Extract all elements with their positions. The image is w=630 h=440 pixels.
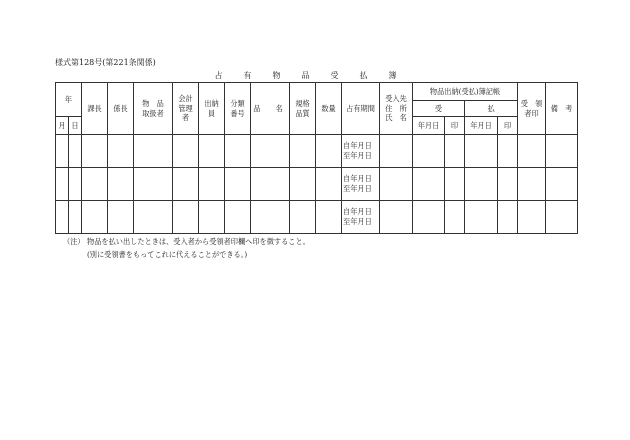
header-recipient-line3: 氏 名 (385, 113, 407, 123)
cell-receipt-date[interactable] (413, 135, 445, 168)
cell-receipt-seal[interactable] (445, 168, 465, 201)
cell-unit-chief[interactable] (108, 135, 134, 168)
form-number: 様式第128号(第221条関係) (55, 58, 156, 67)
cell-receipt-date[interactable] (413, 168, 445, 201)
cell-spec-quality[interactable] (290, 168, 316, 201)
cell-unit-chief[interactable] (108, 168, 134, 201)
cell-spec-quality[interactable] (290, 201, 316, 234)
header-year: 年 (56, 83, 82, 117)
table-row (56, 168, 578, 201)
header-recipient-seal-line2: 者印 (524, 108, 539, 118)
header-day: 日 (69, 117, 82, 135)
cell-possession-period[interactable] (342, 201, 380, 234)
period-to: 至年月日 (343, 151, 372, 160)
goods-ledger-table (55, 82, 578, 234)
cell-payment-seal[interactable] (498, 135, 518, 168)
cell-receipt-seal[interactable] (445, 135, 465, 168)
header-receipt-date: 年月日 (413, 117, 445, 135)
header-accounting-manager-line2: 管理 (178, 103, 193, 113)
header-accounting-manager (173, 83, 199, 135)
header-payment-seal: 印 (498, 117, 518, 135)
cell-section-chief[interactable] (82, 135, 108, 168)
period-to: 至年月日 (343, 184, 372, 193)
table-row (56, 135, 578, 168)
header-spec-quality-line2: 品質 (295, 108, 310, 118)
cell-possession-period[interactable] (342, 135, 380, 168)
note-label: （注） (63, 237, 85, 246)
header-payment: 払 (465, 101, 518, 117)
header-category-number-line1: 分類 (230, 98, 245, 108)
header-category-number (225, 83, 251, 135)
header-disbursement-officer-line1: 出納 (204, 98, 219, 108)
header-goods-handler-line1: 物 品 (142, 98, 164, 108)
cell-day[interactable] (69, 201, 82, 234)
cell-category-number[interactable] (225, 135, 251, 168)
note-line-2: (別に受領書をもってこれに代えることができる。) (87, 250, 248, 259)
cell-quantity[interactable] (316, 168, 342, 201)
cell-goods-handler[interactable] (134, 201, 173, 234)
cell-spec-quality[interactable] (290, 135, 316, 168)
cell-disbursement-officer[interactable] (199, 135, 225, 168)
cell-disbursement-officer[interactable] (199, 201, 225, 234)
note-text-1: 物品を払い出したときは、受入者から受領者印欄へ印を徴すること。 (87, 237, 310, 246)
period-from: 自年月日 (343, 174, 372, 184)
header-receipt-seal: 印 (445, 117, 465, 135)
cell-item-name[interactable] (251, 201, 290, 234)
header-recipient-seal-line1: 受 領 (520, 98, 543, 108)
cell-receipt-date[interactable] (413, 201, 445, 234)
header-receipt: 受 (413, 101, 465, 117)
cell-quantity[interactable] (316, 135, 342, 168)
header-section-chief: 課長 (82, 83, 108, 135)
cell-category-number[interactable] (225, 201, 251, 234)
header-unit-chief: 係長 (108, 83, 134, 135)
cell-item-name[interactable] (251, 168, 290, 201)
cell-remarks[interactable] (546, 168, 578, 201)
cell-category-number[interactable] (225, 168, 251, 201)
header-spec-quality-line1: 規格 (295, 98, 310, 108)
header-accounting-manager-line3: 者 (181, 113, 190, 123)
cell-payment-seal[interactable] (498, 168, 518, 201)
period-from: 自年月日 (343, 141, 372, 151)
period-from: 自年月日 (343, 207, 372, 217)
page-title: 占有物品受払簿 (214, 71, 418, 80)
cell-payment-date[interactable] (465, 201, 498, 234)
cell-accounting-manager[interactable] (173, 201, 199, 234)
cell-recipient-seal[interactable] (518, 135, 546, 168)
cell-payment-date[interactable] (465, 135, 498, 168)
cell-disbursement-officer[interactable] (199, 168, 225, 201)
cell-payment-date[interactable] (465, 168, 498, 201)
cell-section-chief[interactable] (82, 168, 108, 201)
header-month: 月 (56, 117, 69, 135)
cell-section-chief[interactable] (82, 201, 108, 234)
cell-recipient[interactable] (380, 168, 413, 201)
header-disbursement-officer (199, 83, 225, 135)
header-possession-period: 占有期間 (342, 83, 380, 135)
header-recipient (380, 83, 413, 135)
header-recipient-seal (518, 83, 546, 135)
cell-recipient[interactable] (380, 201, 413, 234)
header-disbursement-officer-line2: 員 (207, 108, 216, 118)
cell-month[interactable] (56, 168, 69, 201)
table-row (56, 201, 578, 234)
cell-payment-seal[interactable] (498, 201, 518, 234)
cell-receipt-seal[interactable] (445, 201, 465, 234)
header-remarks: 備 考 (546, 83, 578, 135)
cell-month[interactable] (56, 201, 69, 234)
note-line-1 (63, 235, 310, 248)
header-ledger-group: 物品出納(受払)簿記帳 (413, 83, 518, 101)
cell-remarks[interactable] (546, 201, 578, 234)
header-category-number-line2: 番号 (230, 108, 245, 118)
header-accounting-manager-line1: 会計 (178, 93, 193, 103)
header-spec-quality (290, 83, 316, 135)
cell-accounting-manager[interactable] (173, 168, 199, 201)
notes (63, 235, 310, 261)
cell-accounting-manager[interactable] (173, 135, 199, 168)
cell-recipient[interactable] (380, 135, 413, 168)
header-quantity: 数量 (316, 83, 342, 135)
cell-recipient-seal[interactable] (518, 168, 546, 201)
cell-remarks[interactable] (546, 135, 578, 168)
cell-possession-period[interactable] (342, 168, 380, 201)
header-recipient-line2: 住 所 (385, 103, 407, 113)
cell-goods-handler[interactable] (134, 168, 173, 201)
cell-item-name[interactable] (251, 135, 290, 168)
cell-quantity[interactable] (316, 201, 342, 234)
cell-unit-chief[interactable] (108, 201, 134, 234)
cell-day[interactable] (69, 168, 82, 201)
header-goods-handler (134, 83, 173, 135)
header-payment-date: 年月日 (465, 117, 498, 135)
header-goods-handler-line2: 取扱者 (142, 108, 164, 118)
cell-month[interactable] (56, 135, 69, 168)
header-item-name: 品 名 (251, 83, 290, 135)
header-recipient-line1: 受入先 (385, 93, 407, 103)
period-to: 至年月日 (343, 217, 372, 226)
cell-goods-handler[interactable] (134, 135, 173, 168)
cell-recipient-seal[interactable] (518, 201, 546, 234)
cell-day[interactable] (69, 135, 82, 168)
